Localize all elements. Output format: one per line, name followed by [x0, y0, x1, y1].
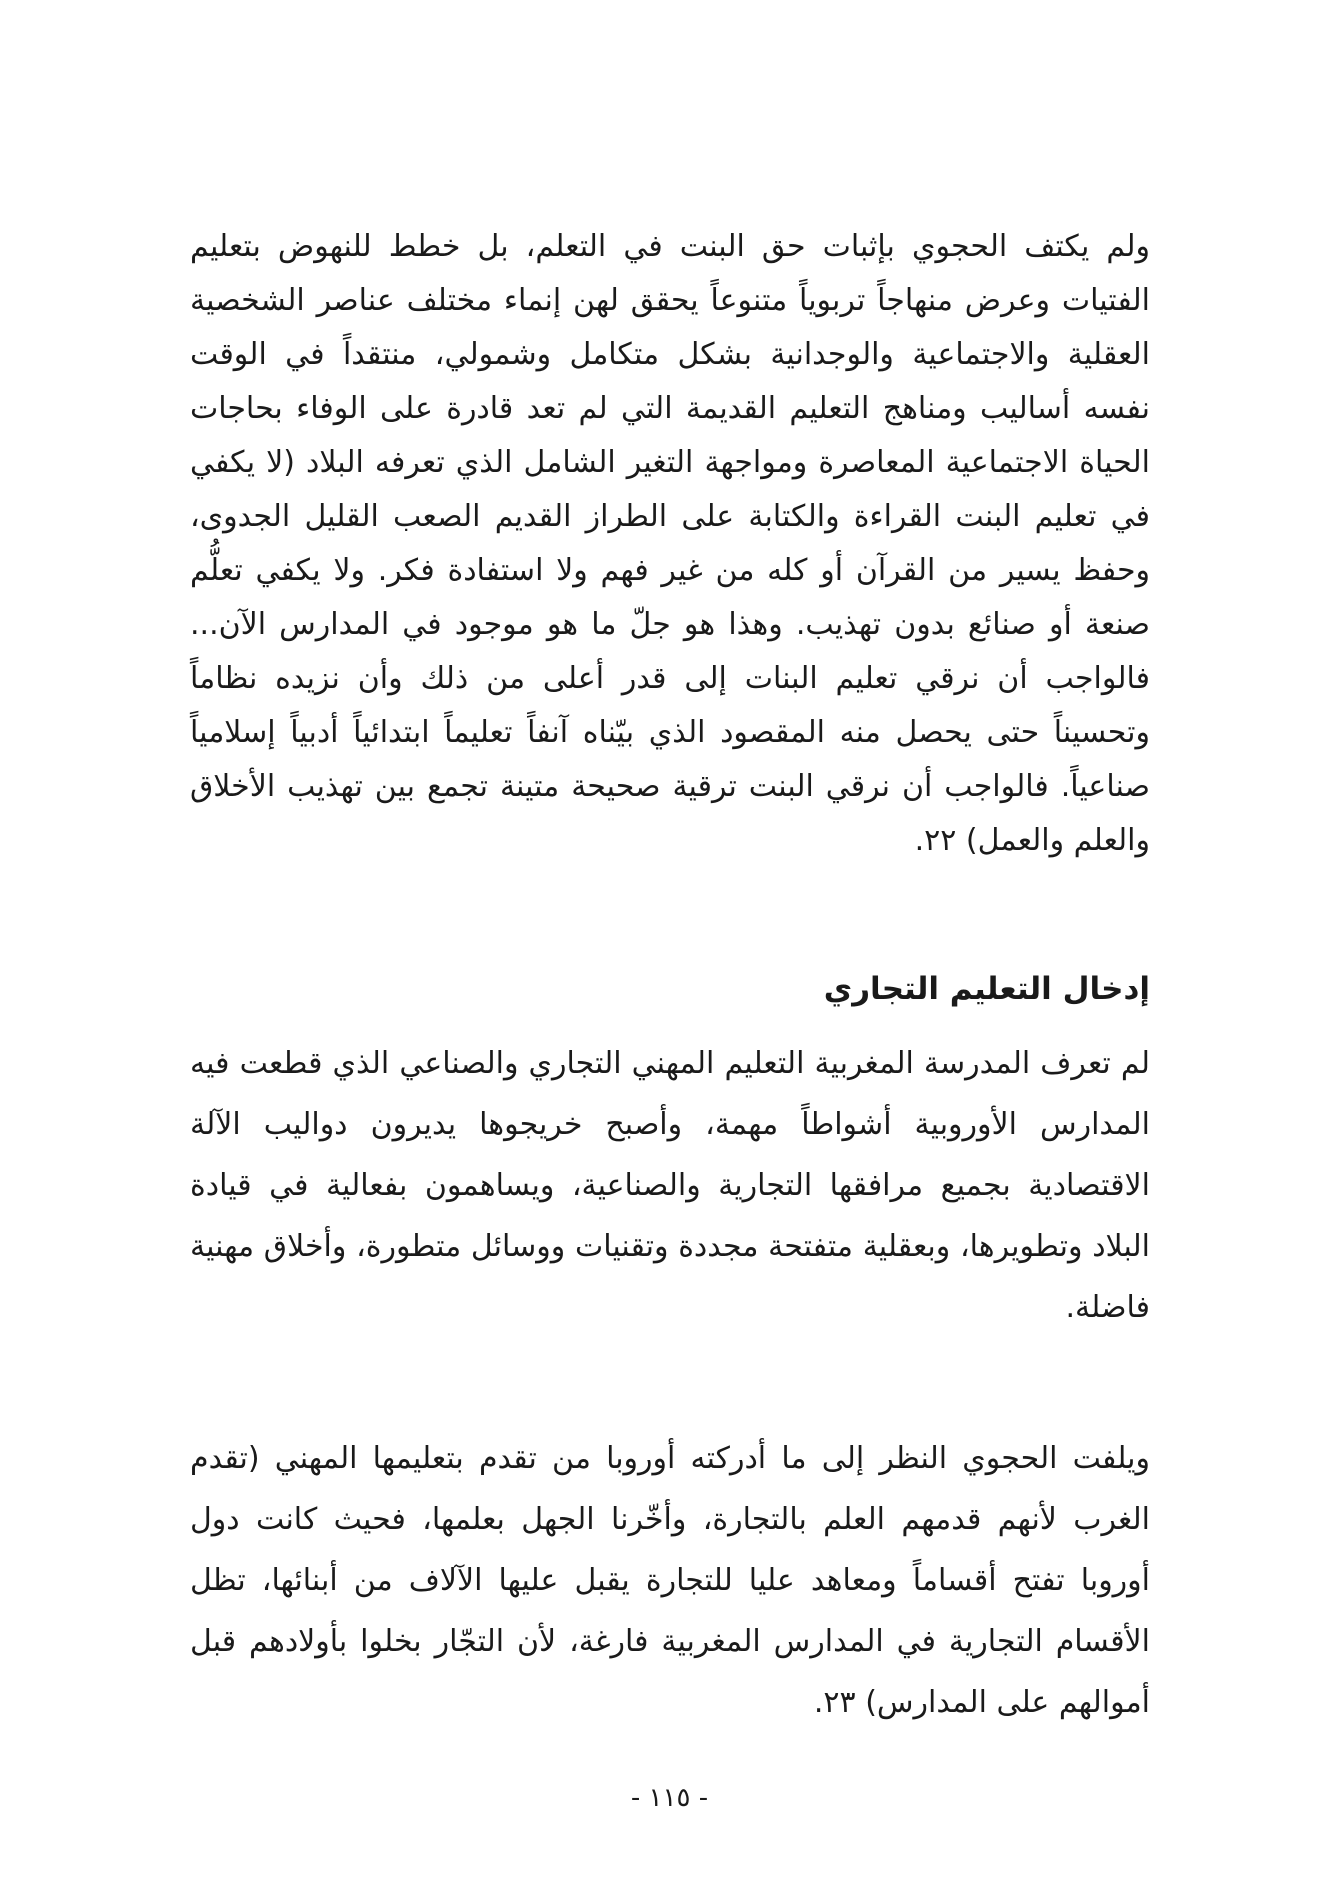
paragraph-europe-commerce: ويلفت الحجوي النظر إلى ما أدركته أوروبا من تقدم بتعليمها المهني (تقدم الغرب لأنهم قدمهم العلم بالتجارة، وأخّرنا الجهل بعلمها، فحيث كانت دول أوروبا تفتح أقساماً ومعاهد عليا للتجارة يقبل عليها الآلاف من أبنائها، تظل الأقسام التجارية في المدارس المغربية فارغة، لأن التجّار بخلوا بأولادهم قبل أموالهم على المدارس) ٢٣. [190, 1441, 1150, 1720]
paragraph-vocational-education: لم تعرف المدرسة المغربية التعليم المهني التجاري والصناعي الذي قطعت فيه المدارس الأوروبية أشواطاً مهمة، وأصبح خريجوها يديرون دواليب الآلة الاقتصادية بجميع مرافقها التجارية والصناعية، ويساهمون بفعالية في قيادة البلاد وتطويرها، وبعقلية متفتحة مجددة وتقنيات ووسائل متطورة، وأخلاق مهنية فاضلة. [190, 1046, 1150, 1325]
paragraph-girls-education: ولم يكتف الحجوي بإثبات حق البنت في التعلم، بل خطط للنهوض بتعليم الفتيات وعرض منهاجاً تربوياً متنوعاً يحقق لهن إنماء مختلف عناصر الشخصية العقلية والاجتماعية والوجدانية بشكل متكامل وشمولي، منتقداً في الوقت نفسه أساليب ومناهج التعليم القديمة التي لم تعد قادرة على الوفاء بحاجات الحياة الاجتماعية المعاصرة ومواجهة التغير الشامل الذي تعرفه البلاد (لا يكفي في تعليم البنت القراءة والكتابة على الطراز القديم الصعب القليل الجدوى، وحفظ يسير من القرآن أو كله من غير فهم ولا استفادة فكر. ولا يكفي تعلُّم صنعة أو صنائع بدون تهذيب. وهذا هو جلّ ما هو موجود في المدارس الآن... فالواجب أن نرقي تعليم البنات إلى قدر أعلى من ذلك وأن نزيده نظاماً وتحسيناً حتى يحصل منه المقصود الذي بيّناه آنفاً تعليماً ابتدائياً أدبياً إسلامياً صناعياً. فالواجب أن نرقي البنت ترقية صحيحة متينة تجمع بين تهذيب الأخلاق والعلم والعمل) ٢٢. [190, 229, 1150, 858]
section-heading: إدخال التعليم التجاري [823, 970, 1150, 1007]
page-number: - ١١٥ - [630, 1783, 709, 1813]
